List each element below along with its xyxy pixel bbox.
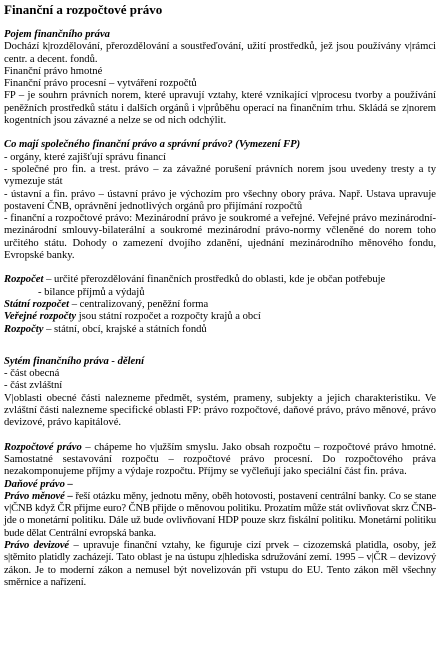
term: Rozpočet (4, 274, 44, 286)
paragraph: Dochází k|rozdělování, přerozdělování a soustřeďování, užití prostředků, jež jsou používány v|rámci centr. a decent. fondů. (4, 41, 436, 65)
definition-text: – chápeme ho v|užším smyslu. Jako obsah rozpočtu – rozpočtové právo hmotné. Samostatné sestavování rozpočtu – rozpočtové právo procesní. Do rozpočtového práva nezakomponujeme příjmy a výdaje rozpočtu. Příjmy se vyčleňují jako speciální část fin. práva. (4, 441, 436, 478)
paragraph: V|oblasti obecné části nalezneme předmět, systém, prameny, subjekty a jejich charakteristiku. Ve zvláštní části nalezneme specifické oblasti FP: právo rozpočtové, daňové právo, právo měnové, právo devizové, právo kapitálové. (4, 392, 436, 429)
term: Státní rozpočet (4, 298, 70, 310)
definition-verejne (4, 311, 436, 323)
spacer (4, 336, 436, 356)
section-heading-spolecne: Co mají společného finanční právo a správní právo? (Vymezení FP) (4, 139, 301, 151)
section-heading-system: Sytém finančního práva - dělení (4, 355, 145, 367)
section-heading-pojem: Pojem finančního práva (4, 29, 110, 40)
term: Veřejné rozpočty (4, 311, 77, 323)
list-item: - orgány, které zajišťují správu financí (4, 151, 166, 163)
spacer (4, 127, 436, 139)
paragraph: FP – je souhrn právních norem, které upravují vztahy, které vznikající v|procesu tvorby a používání peněžních prostředků státu i dalších orgánů i v|průběhu operací na finančním trhu. Skládá se z|norem kogentních jsou závazné a nelze se od nich odchýlit. (4, 90, 436, 127)
definition-text: jsou státní rozpočet a rozpočty krajů a obcí (76, 311, 261, 323)
term: Rozpočty (4, 323, 44, 335)
definition-text: – státní, obcí, krajské a státních fondů (43, 323, 207, 335)
definition-rozpocty (4, 324, 436, 336)
list-item: - bilance příjmů a výdajů (38, 286, 145, 298)
term: Právo měnové – (4, 490, 73, 502)
spacer (4, 430, 436, 442)
definition-text: – upravuje finanční vztahy, ke figuruje cizí prvek – cizozemská platidla, osoby, jež s|těmito platidly zacházejí. Tato oblast je na ústupu z|hlediska sdružování zemí. 1995 – v|ČR – devizový zákon. Je to moderní zákon a nemusel být novelizován při vstupu do EU. Tento zákon měl všechny směrnice a nařízení. (4, 539, 437, 588)
list-item: - finanční a rozpočtové právo: Mezinárodní právo je soukromé a veřejné. Veřejné právo mezinárodní-mezinárodní smlouvy-bilaterální a soukromé mezinárodní právo-normy včleněné do norem toho určitého státu. Dohody o zamezení dvojího zdanění, ujednání mezinárodního měnového fondu, Evropské banky. (4, 213, 436, 262)
text-line: Finanční právo hmotné (4, 65, 103, 77)
list-item: - část zvláštní (4, 380, 63, 392)
list-item: - ústavní a fin. právo – ústavní právo je výchozím pro všechny obory práva. Např. Ustava upravuje postavení ČNB, oprávnění jednotlivých orgánů pro přijímání rozpočtů (4, 188, 436, 212)
term: Právo devizové (4, 539, 69, 551)
list-item: - společné pro fin. a trest. právo – za závažné porušení právních norem jsou uvedeny tresty a ty vymezuje stát (4, 163, 436, 188)
spacer (4, 262, 436, 274)
definition-text: řeší otázku měny, jednotu měny, oběh hotovosti, postavení centrální banky. Co se stane v|ČNB když ČR přijme euro? ČNB přijde o měnovou politiku. Prozatím může stát ovlivňovat skrz ČNB-jde o monetární politiku. Dále už bude ovlivňovaní HDP pouze skrz fiskální politiku. Monetární politiku bude dělat Centrální evropská banka. (4, 490, 436, 539)
definition-devizove-pravo (4, 540, 436, 589)
text-line: Finanční právo procesní – vytváření rozpočtů (4, 78, 197, 90)
list-item: - část obecná (4, 368, 60, 380)
definition-statni (4, 299, 436, 311)
definition-menove-pravo (4, 491, 436, 540)
term-danove-pravo: Daňové právo – (4, 478, 73, 490)
definition-text: – určité přerozdělování finančních prostředků do oblasti, kde je občan potřebuje (43, 274, 386, 286)
definition-text: – centralizovaný, peněžní forma (69, 298, 209, 310)
definition-rozpoctove-pravo (4, 442, 436, 479)
definition-rozpocet (4, 274, 436, 286)
document-body (4, 29, 436, 589)
page-title: Finanční a rozpočtové právo (4, 2, 163, 17)
term: Rozpočtové právo (4, 441, 82, 453)
